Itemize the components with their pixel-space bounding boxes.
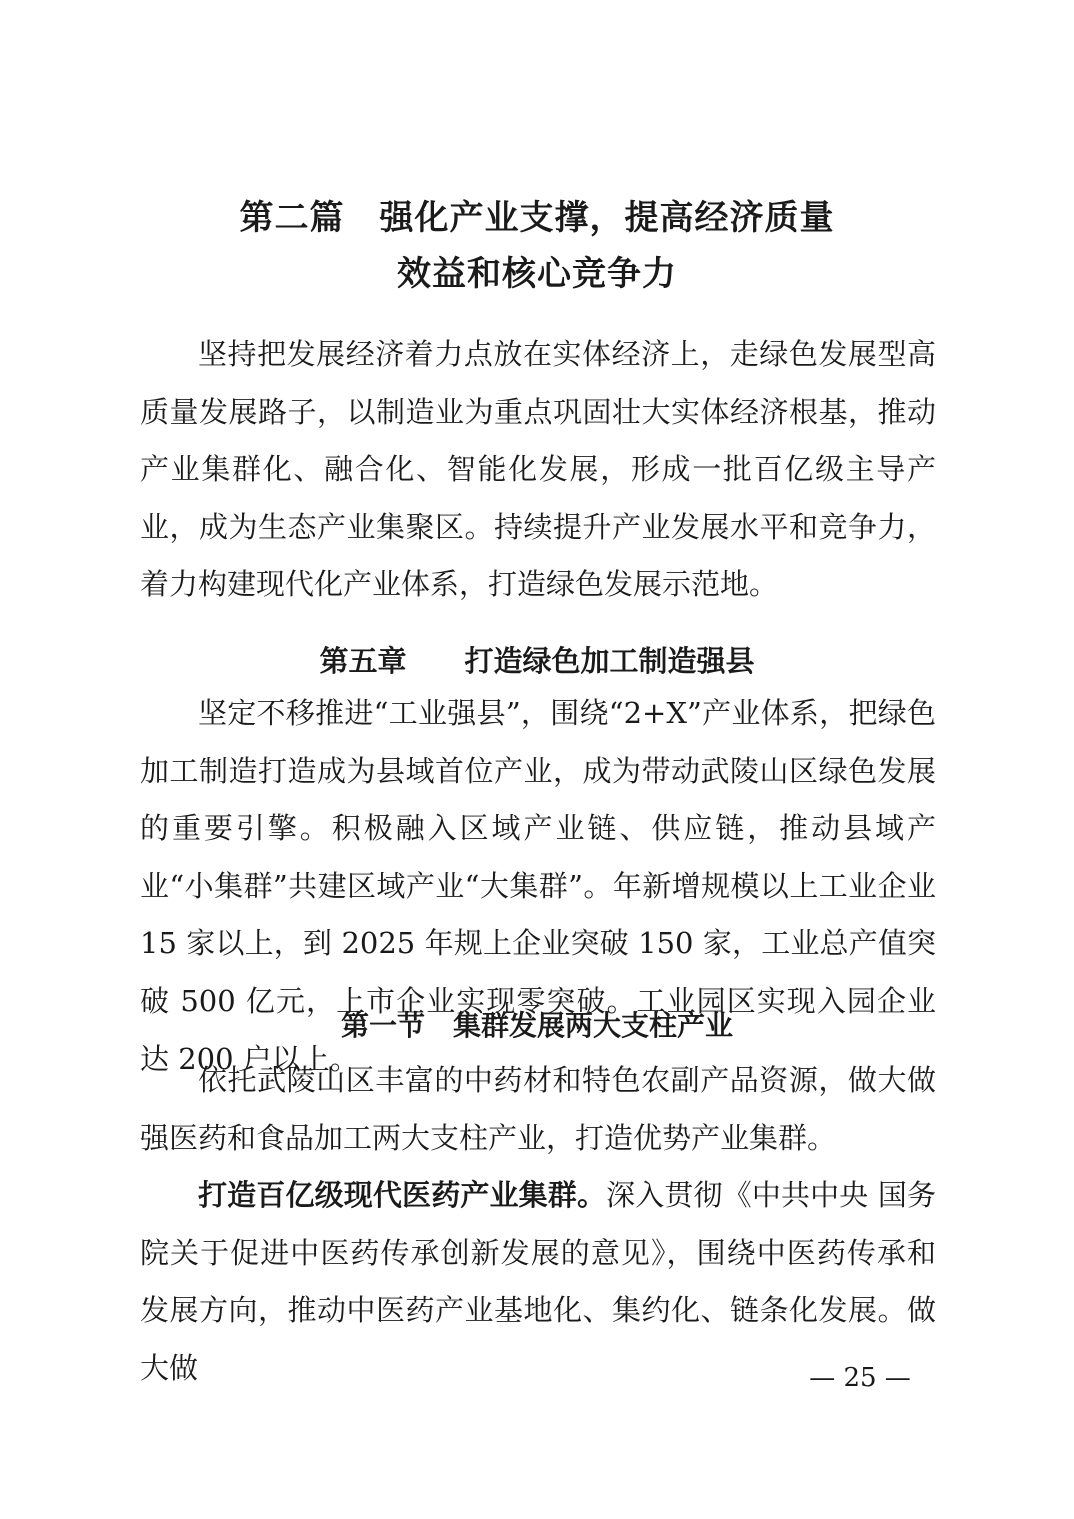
chapter-paragraph: 坚定不移推进“工业强县”，围绕“2+X”产业体系，把绿色加工制造打造成为县域首位产业，成为带动武陵山区绿色发展的重要引擎。积极融入区域产业链、供应链，推动县域产业“小集群”共建区域产业“大集群”。年新增规模以上工业企业 15 家以上，到 2025 年规上企业突破 150 家，工业总产值突破 500 亿元，上市企业实现零突破。工业园区实现入园企业达 200 户以上。 — [140, 696, 936, 1076]
part-title-line-1: 第二篇 强化产业支撑，提高经济质量 — [239, 198, 835, 238]
section-paragraph: 依托武陵山区丰富的中药材和特色农副产品资源，做大做强医药和食品加工两大支柱产业，打造优势产业集群。 — [140, 1063, 936, 1155]
section-heading: 第一节 集群发展两大支柱产业 — [340, 1009, 733, 1042]
part-title — [0, 190, 1074, 302]
medicine-paragraph-lead: 打造百亿级现代医药产业集群。 — [198, 1178, 607, 1212]
medicine-paragraph-body: 深入贯彻《中共中央 国务院关于促进中医药传承创新发展的意见》，围绕中医药传承和发展方向，推动中医药产业基地化、集约化、链条化发展。做大做 — [140, 1178, 936, 1385]
intro-paragraph: 坚持把发展经济着力点放在实体经济上，走绿色发展型高质量发展路子，以制造业为重点巩固壮大实体经济根基，推动产业集群化、融合化、智能化发展，形成一批百亿级主导产业，成为生态产业集聚区。持续提升产业发展水平和竞争力，着力构建现代化产业体系，打造绿色发展示范地。 — [140, 337, 936, 602]
chapter-heading: 第五章 打造绿色加工制造强县 — [319, 644, 755, 678]
part-title-line-2: 效益和核心竞争力 — [397, 254, 677, 294]
page-number: — 25 — — [809, 1363, 911, 1393]
